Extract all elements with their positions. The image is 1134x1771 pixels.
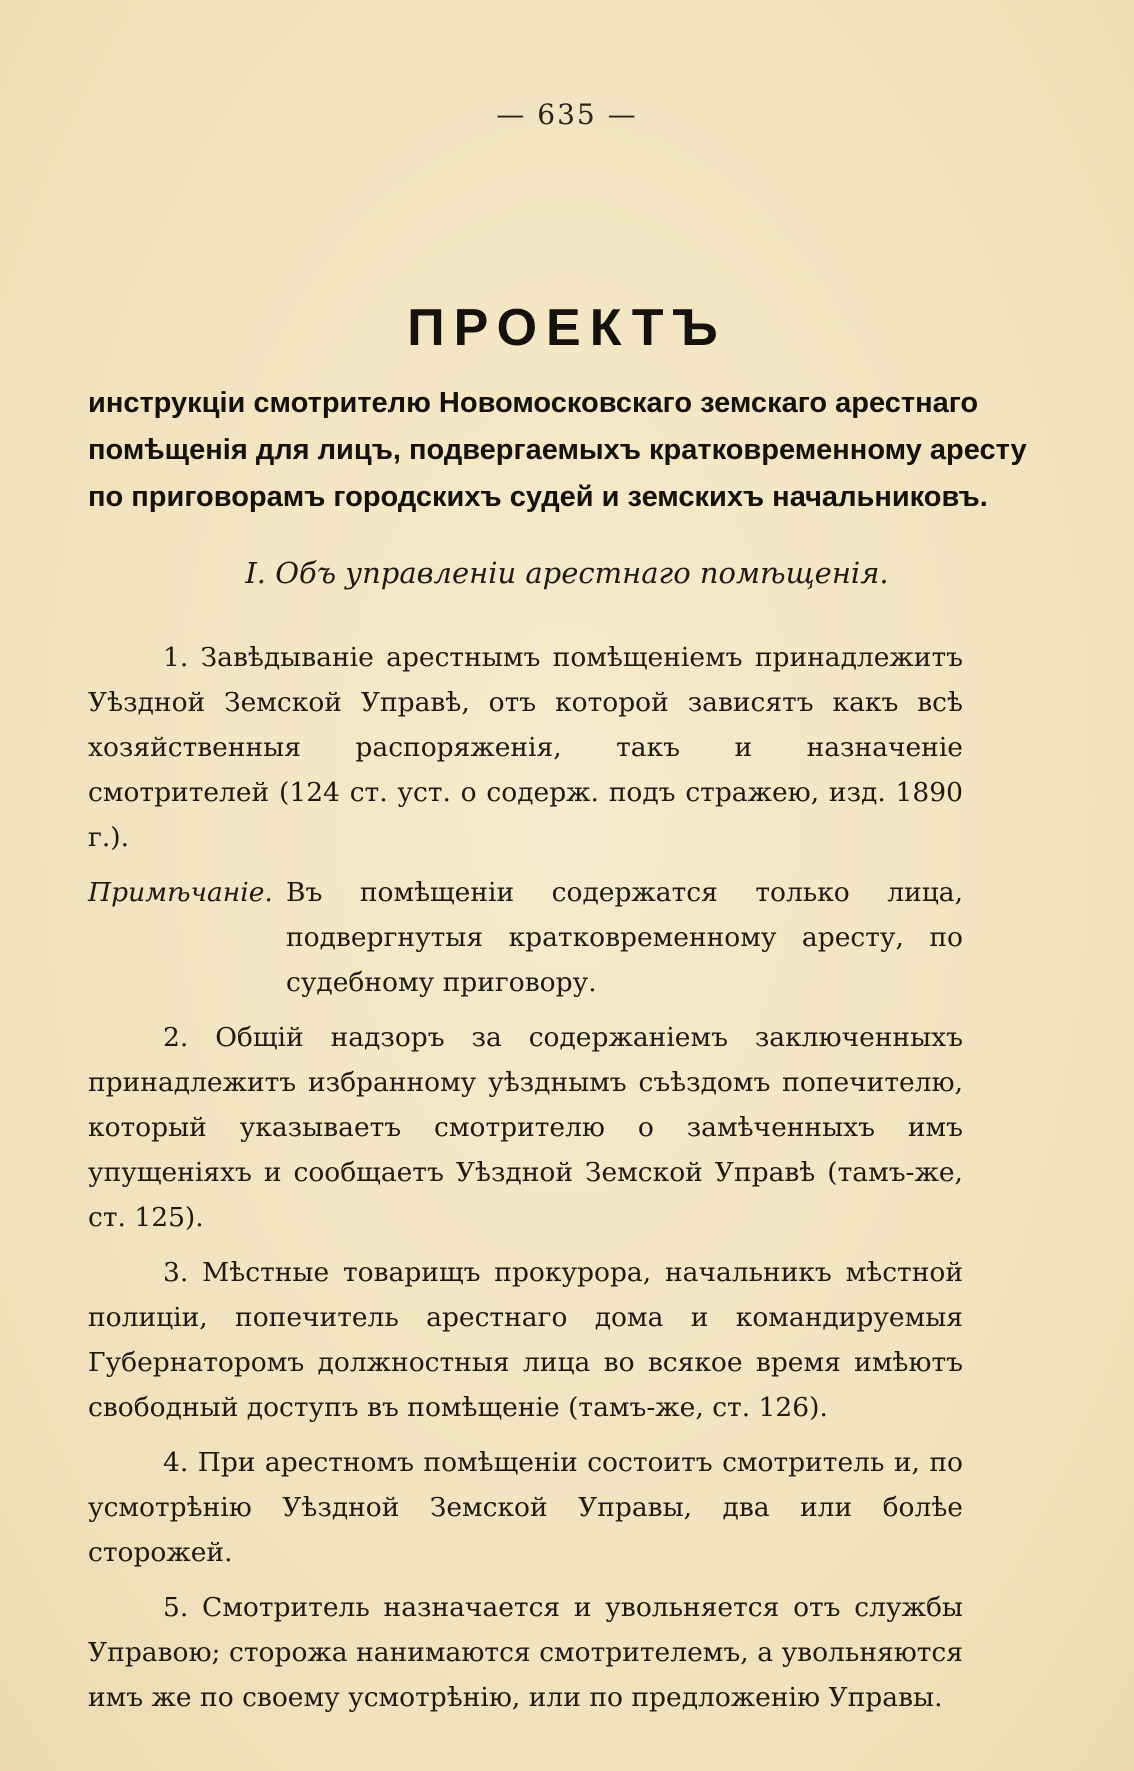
paragraph-1: 1. Завѣдываніе арестнымъ помѣщеніемъ принадлежитъ Уѣздной Земской Управѣ, отъ которой зависятъ какъ всѣ хозяйственныя распоряженія, такъ и назначеніе смотрителей (124 ст. уст. о содерж. подъ стражею, изд. 1890 г.). [88,642,963,853]
document-subtitle [88,380,1027,521]
document-body [88,635,963,1730]
paragraph-4: 4. При арестномъ помѣщеніи состоитъ смотритель и, по усмотрѣнію Уѣздной Земской Управы, два или болѣе сторожей. [88,1447,963,1568]
note-text: Въ помѣщеніи содержатся только лица, подвергнутыя кратковременному аресту, по судебному приговору. [286,877,963,998]
note-label: Примѣчаніе. [88,877,273,908]
paragraph-5: 5. Смотритель назначается и увольняется отъ службы Управою; сторожа нанимаются смотрителемъ, а увольняются имъ же по своему усмотрѣнію, или по предложенію Управы. [88,1592,963,1713]
paragraph-3: 3. Мѣстные товарищъ прокурора, начальникъ мѣстной полиціи, попечитель арестнаго дома и командируемыя Губернаторомъ должностныя лица во всякое время имѣютъ свободный доступъ въ помѣщеніе (тамъ-же, ст. 126). [88,1257,963,1423]
document-title: ПРОЕКТЪ [407,299,727,357]
subtitle-line: по приговорамъ городскихъ судей и земскихъ начальниковъ. [88,481,988,513]
paragraph-2: 2. Общій надзоръ за содержаніемъ заключенныхъ принадлежитъ избранному уѣзднымъ съѣздомъ попечителю, который указываетъ смотрителю о замѣченныхъ имъ упущеніяхъ и сообщаетъ Уѣздной Земской Управѣ (тамъ-же, ст. 125). [88,1022,963,1233]
subtitle-line: инструкціи смотрителю Новомосковскаго земскаго арестнаго [88,387,979,419]
subtitle-line: помѣщенія для лицъ, подвергаемыхъ кратковременному аресту [88,434,1027,466]
section-heading: I. Объ управленіи арестнаго помѣщенія. [245,556,889,590]
note [88,870,963,1005]
page-number: — 635 — [496,98,638,131]
